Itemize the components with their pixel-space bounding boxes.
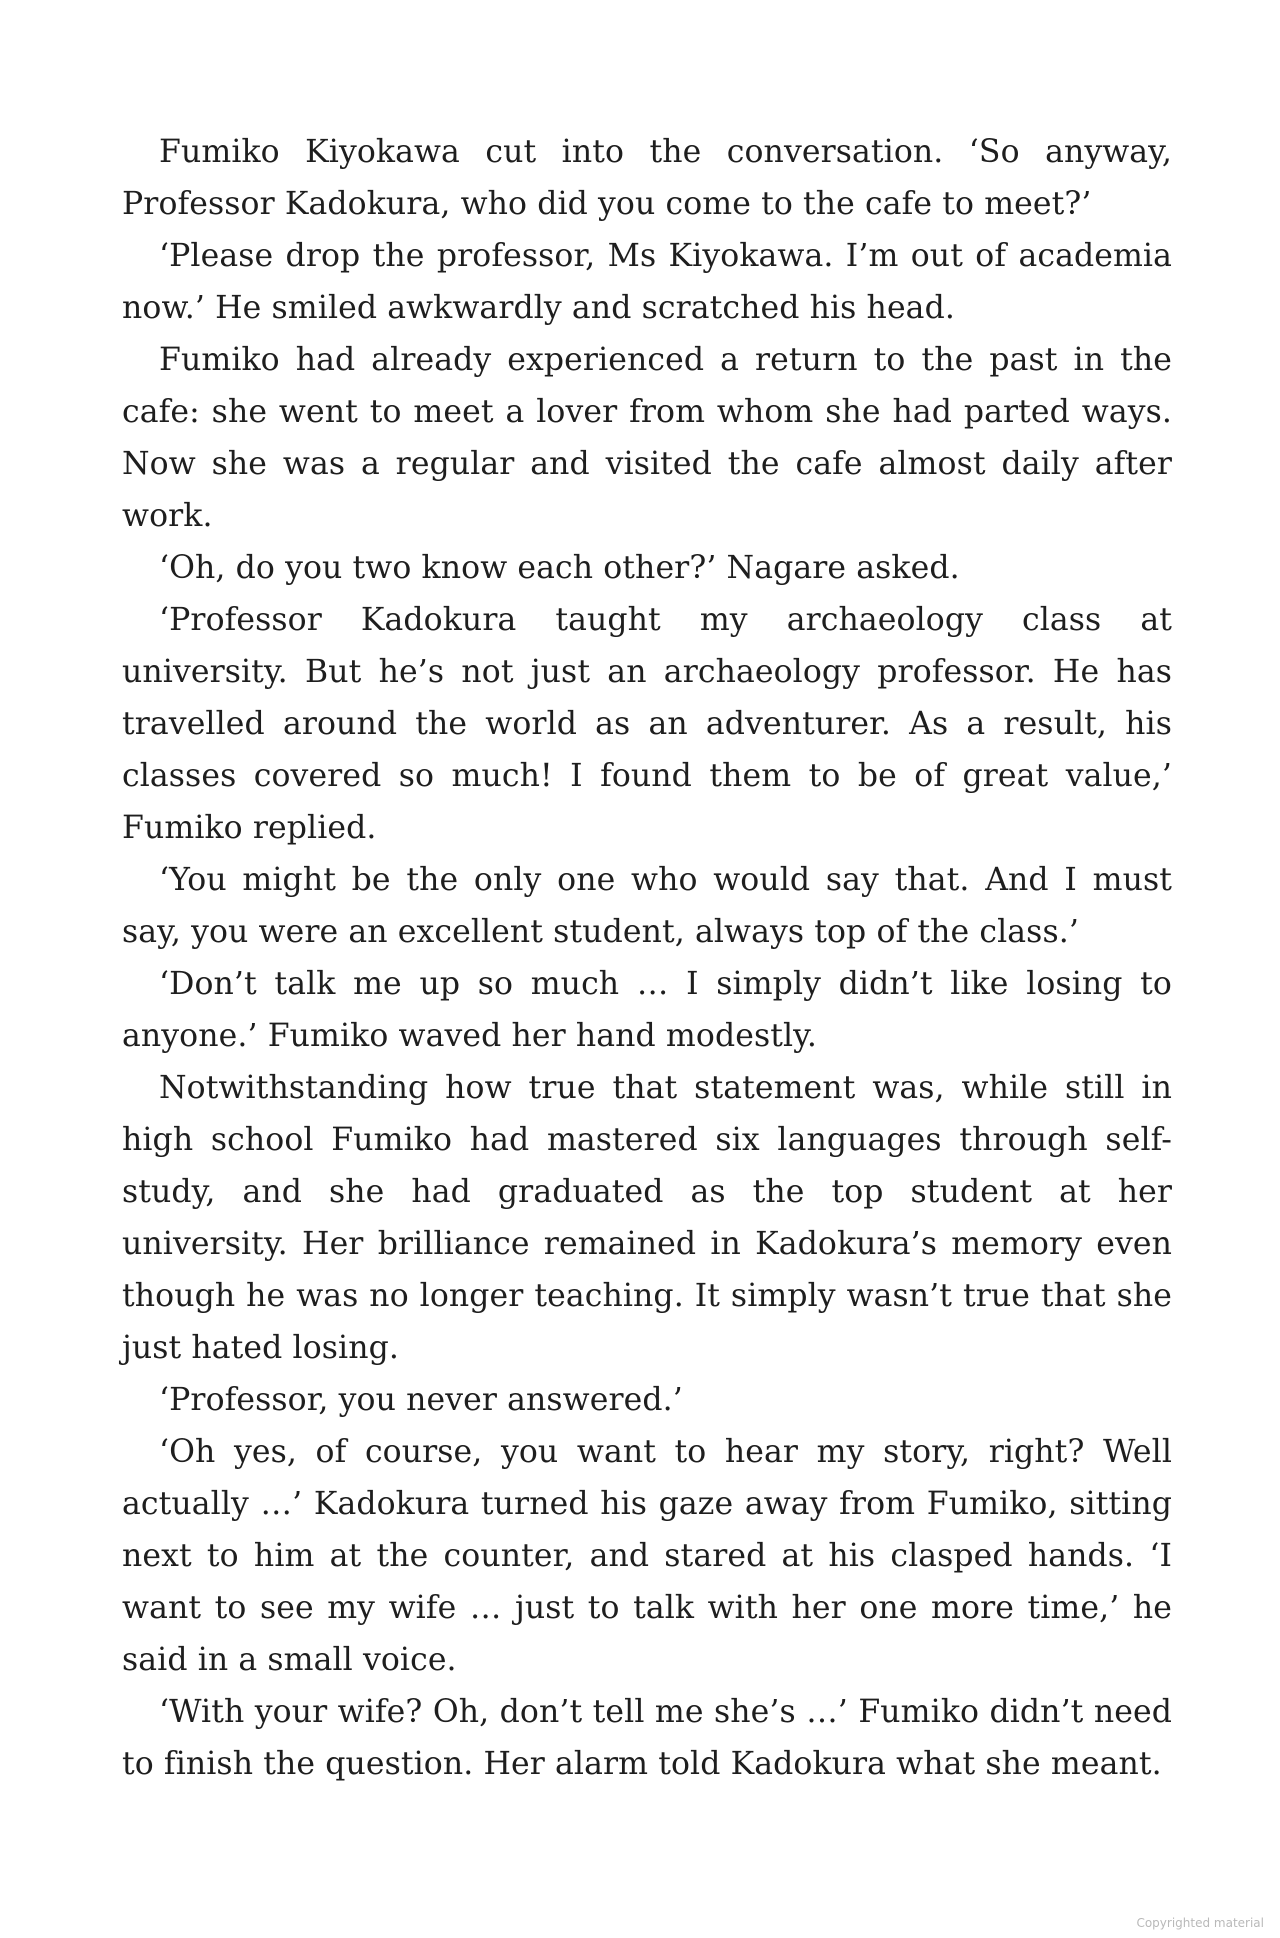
paragraph: ‘Professor Kadokura taught my archaeology class at university. But he’s not just an archaeology professor. He has travelled around the world as an adventurer. As a result, his classes covered so much! I found them to be of great value,’ Fumiko replied.: [122, 602, 1172, 846]
paragraph: Notwithstanding how true that statement was, while still in high school Fumiko had mastered six languages through self-study, and she had graduated as the top student at her university. Her brilliance remained in Kadokura’s memory even though he was no longer teaching. It simply wasn’t true that she just hated losing.: [122, 1070, 1172, 1366]
copyright-watermark: Copyrighted material: [1136, 1916, 1264, 1930]
body-text: [122, 126, 1172, 1790]
paragraph: ‘With your wife? Oh, don’t tell me she’s …’ Fumiko didn’t need to finish the question. Her alarm told Kadokura what she meant.: [122, 1694, 1172, 1782]
paragraph: ‘Oh yes, of course, you want to hear my story, right? Well actually …’ Kadokura turned his gaze away from Fumiko, sitting next to him at the counter, and stared at his clasped hands. ‘I want to see my wife … just to talk with her one more time,’ he said in a small voice.: [122, 1434, 1172, 1678]
paragraph: ‘Don’t talk me up so much … I simply didn’t like losing to anyone.’ Fumiko waved her hand modestly.: [122, 966, 1172, 1054]
paragraph: ‘You might be the only one who would say that. And I must say, you were an excellent student, always top of the class.’: [122, 862, 1172, 950]
paragraph: ‘Professor, you never answered.’: [159, 1382, 683, 1418]
paragraph: ‘Oh, do you two know each other?’ Nagare asked.: [159, 550, 960, 586]
paragraph: Fumiko Kiyokawa cut into the conversation. ‘So anyway, Professor Kadokura, who did you come to the cafe to meet?’: [122, 134, 1172, 222]
paragraph: Fumiko had already experienced a return to the past in the cafe: she went to meet a lover from whom she had parted ways. Now she was a regular and visited the cafe almost daily after work.: [122, 342, 1172, 534]
paragraph: ‘Please drop the professor, Ms Kiyokawa. I’m out of academia now.’ He smiled awkwardly and scratched his head.: [122, 238, 1172, 326]
